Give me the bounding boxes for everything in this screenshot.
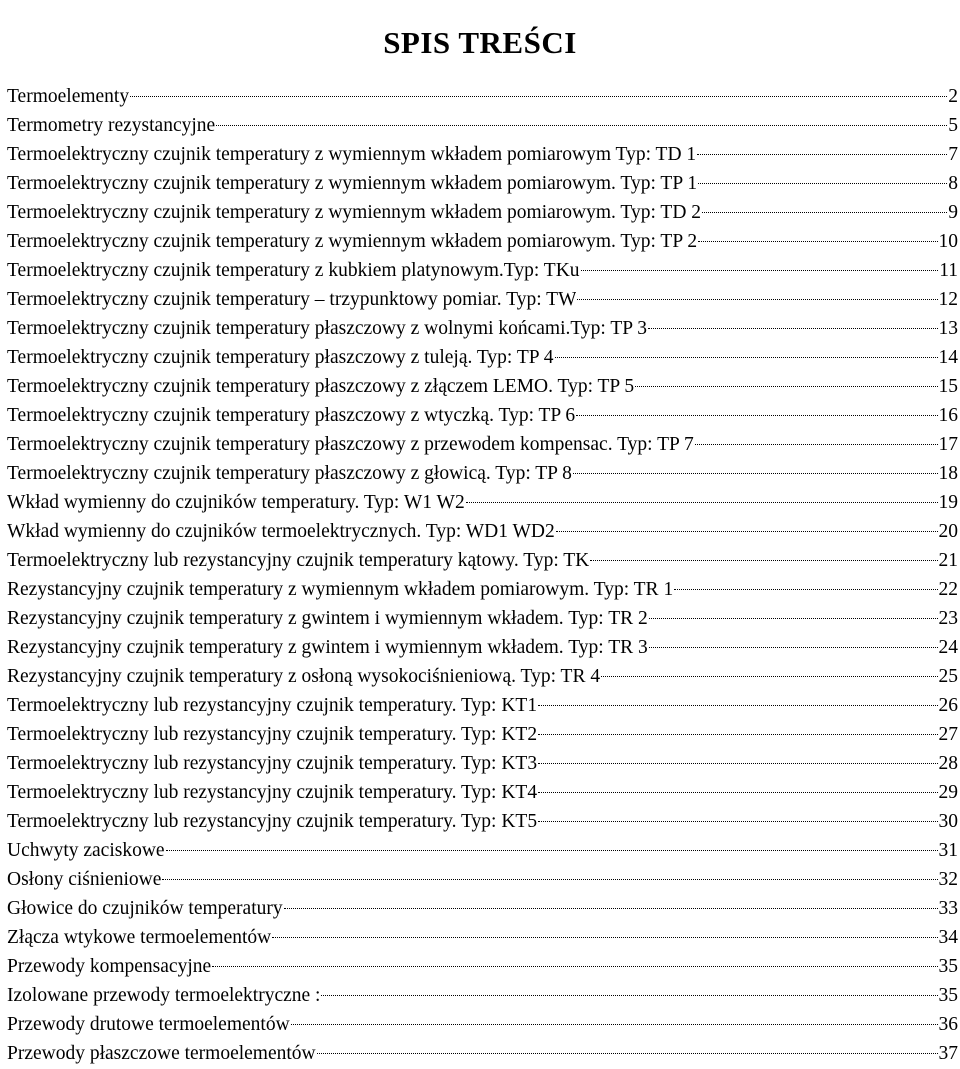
toc-entry-page-number[interactable]: 23 — [938, 608, 958, 629]
toc-dot-leader — [577, 299, 937, 300]
toc-dot-leader — [538, 821, 937, 822]
toc-entry-label[interactable]: Termoelektryczny lub rezystancyjny czujnik temperatury. Typ: KT3 — [7, 753, 538, 774]
toc-dot-leader — [698, 241, 937, 242]
toc-dot-leader — [555, 357, 938, 358]
toc-entry-label[interactable]: Rezystancyjny czujnik temperatury z osłoną wysokociśnieniową. Typ: TR 4 — [7, 666, 601, 687]
toc-entry-page-number[interactable]: 12 — [938, 289, 958, 310]
toc-dot-leader — [538, 792, 937, 793]
toc-entry[interactable] — [7, 488, 960, 517]
toc-entry[interactable] — [7, 720, 960, 749]
toc-entry-page-number[interactable]: 9 — [948, 202, 958, 223]
toc-dot-leader — [649, 647, 938, 648]
toc-entry-label[interactable]: Termoelektryczny lub rezystancyjny czujnik temperatury. Typ: KT1 — [7, 695, 538, 716]
toc-entry-page-number[interactable]: 26 — [938, 695, 958, 716]
toc-entry[interactable] — [7, 865, 960, 894]
toc-dot-leader — [581, 270, 939, 271]
toc-dot-leader — [538, 763, 937, 764]
toc-entry-page-number[interactable]: 24 — [938, 637, 958, 658]
toc-entry-label[interactable]: Złącza wtykowe termoelementów — [7, 927, 272, 948]
toc-entry-page-number[interactable]: 11 — [939, 260, 958, 281]
toc-entry-page-number[interactable]: 13 — [938, 318, 958, 339]
toc-entry-page-number[interactable]: 29 — [938, 782, 958, 803]
toc-entry[interactable] — [7, 372, 960, 401]
toc-entry-page-number[interactable]: 16 — [938, 405, 958, 426]
toc-entry-page-number[interactable]: 28 — [938, 753, 958, 774]
toc-dot-leader — [556, 531, 938, 532]
toc-entry-label[interactable]: Termoelektryczny czujnik temperatury z wymiennym wkładem pomiarowym. Typ: TP 2 — [7, 231, 698, 252]
toc-entry[interactable] — [7, 691, 960, 720]
toc-entry-label[interactable]: Osłony ciśnieniowe — [7, 869, 162, 890]
toc-entry-label[interactable]: Termoelektryczny czujnik temperatury płaszczowy z wolnymi końcami.Typ: TP 3 — [7, 318, 648, 339]
toc-entry-page-number[interactable]: 35 — [938, 956, 958, 977]
toc-dot-leader — [212, 966, 937, 967]
toc-dot-leader — [635, 386, 937, 387]
toc-dot-leader — [698, 183, 947, 184]
toc-entry[interactable] — [7, 894, 960, 923]
toc-entry-page-number[interactable]: 19 — [938, 492, 958, 513]
toc-entry[interactable] — [7, 807, 960, 836]
toc-entry-page-number[interactable]: 2 — [948, 86, 958, 107]
toc-entry[interactable] — [7, 778, 960, 807]
toc-entry[interactable] — [7, 285, 960, 314]
toc-entry[interactable] — [7, 111, 960, 140]
toc-dot-leader — [695, 444, 938, 445]
toc-dot-leader — [130, 96, 947, 97]
toc-entry-page-number[interactable]: 10 — [938, 231, 958, 252]
toc-entry-label[interactable]: Rezystancyjny czujnik temperatury z gwintem i wymiennym wkładem. Typ: TR 2 — [7, 608, 648, 629]
toc-dot-leader — [317, 1053, 938, 1054]
toc-dot-leader — [648, 328, 937, 329]
toc-entry-page-number[interactable]: 36 — [938, 1014, 958, 1035]
toc-dot-leader — [674, 589, 937, 590]
toc-entry[interactable] — [7, 952, 960, 981]
toc-dot-leader — [538, 734, 937, 735]
toc-entry-page-number[interactable]: 18 — [938, 463, 958, 484]
toc-dot-leader — [272, 937, 937, 938]
table-of-contents — [7, 82, 960, 1068]
toc-entry-label[interactable]: Termoelektryczny czujnik temperatury z wymiennym wkładem pomiarowym. Typ: TP 1 — [7, 173, 698, 194]
toc-entry[interactable] — [7, 517, 960, 546]
toc-entry[interactable] — [7, 227, 960, 256]
toc-entry-label[interactable]: Termoelektryczny czujnik temperatury płaszczowy z głowicą. Typ: TP 8 — [7, 463, 572, 484]
toc-entry[interactable] — [7, 749, 960, 778]
toc-entry[interactable] — [7, 981, 960, 1010]
toc-entry[interactable] — [7, 401, 960, 430]
toc-entry[interactable] — [7, 82, 960, 111]
toc-entry-page-number[interactable]: 5 — [948, 115, 958, 136]
toc-entry-page-number[interactable]: 31 — [938, 840, 958, 861]
toc-entry-label[interactable]: Głowice do czujników temperatury — [7, 898, 283, 919]
toc-entry[interactable] — [7, 314, 960, 343]
toc-entry[interactable] — [7, 140, 960, 169]
toc-entry[interactable] — [7, 575, 960, 604]
toc-dot-leader — [466, 502, 938, 503]
toc-entry-page-number[interactable]: 34 — [938, 927, 958, 948]
toc-entry-label[interactable]: Termoelektryczny czujnik temperatury płaszczowy z wtyczką. Typ: TP 6 — [7, 405, 576, 426]
toc-entry-page-number[interactable]: 33 — [938, 898, 958, 919]
toc-entry-page-number[interactable]: 37 — [938, 1043, 958, 1064]
toc-entry-label[interactable]: Przewody drutowe termoelementów — [7, 1014, 290, 1035]
toc-entry-label[interactable]: Termometry rezystancyjne — [7, 115, 216, 136]
toc-entry-page-number[interactable]: 22 — [938, 579, 958, 600]
toc-dot-leader — [576, 415, 937, 416]
toc-entry-page-number[interactable]: 25 — [938, 666, 958, 687]
toc-entry-label[interactable]: Wkład wymienny do czujników temperatury. Typ: W1 W2 — [7, 492, 465, 513]
toc-dot-leader — [702, 212, 947, 213]
toc-entry[interactable] — [7, 256, 960, 285]
toc-entry-label[interactable]: Termoelektryczny lub rezystancyjny czujnik temperatury. Typ: KT4 — [7, 782, 538, 803]
toc-entry-page-number[interactable]: 14 — [938, 347, 958, 368]
toc-entry[interactable] — [7, 546, 960, 575]
toc-entry-label[interactable]: Termoelektryczny czujnik temperatury – trzypunktowy pomiar. Typ: TW — [7, 289, 577, 310]
toc-entry-label[interactable]: Uchwyty zaciskowe — [7, 840, 165, 861]
toc-entry[interactable] — [7, 662, 960, 691]
toc-entry-label[interactable]: Termoelektryczny lub rezystancyjny czujnik temperatury. Typ: KT2 — [7, 724, 538, 745]
toc-entry-label[interactable]: Termoelektryczny czujnik temperatury płaszczowy z przewodem kompensac. Typ: TP 7 — [7, 434, 694, 455]
toc-entry-label[interactable]: Termoelektryczny lub rezystancyjny czujnik temperatury kątowy. Typ: TK — [7, 550, 590, 571]
toc-entry[interactable] — [7, 923, 960, 952]
toc-entry-page-number[interactable]: 35 — [938, 985, 958, 1006]
toc-entry-page-number[interactable]: 7 — [948, 144, 958, 165]
toc-entry[interactable] — [7, 1010, 960, 1039]
toc-dot-leader — [601, 676, 937, 677]
toc-entry-page-number[interactable]: 30 — [938, 811, 958, 832]
toc-dot-leader — [321, 995, 937, 996]
toc-entry-page-number[interactable]: 15 — [938, 376, 958, 397]
toc-entry[interactable] — [7, 836, 960, 865]
toc-entry-label[interactable]: Termoelementy — [7, 86, 130, 107]
toc-dot-leader — [590, 560, 937, 561]
toc-entry[interactable] — [7, 604, 960, 633]
toc-entry-label[interactable]: Termoelektryczny czujnik temperatury płaszczowy z złączem LEMO. Typ: TP 5 — [7, 376, 635, 397]
toc-dot-leader — [697, 154, 947, 155]
toc-entry-page-number[interactable]: 32 — [938, 869, 958, 890]
toc-entry[interactable] — [7, 198, 960, 227]
toc-entry-page-number[interactable]: 17 — [938, 434, 958, 455]
toc-entry-label[interactable]: Rezystancyjny czujnik temperatury z wymiennym wkładem pomiarowym. Typ: TR 1 — [7, 579, 674, 600]
toc-entry-label[interactable]: Wkład wymienny do czujników termoelektrycznych. Typ: WD1 WD2 — [7, 521, 555, 542]
toc-entry-label[interactable]: Termoelektryczny czujnik temperatury z wymiennym wkładem pomiarowym. Typ: TD 2 — [7, 202, 702, 223]
toc-entry-page-number[interactable]: 8 — [948, 173, 958, 194]
toc-entry-label[interactable]: Przewody płaszczowe termoelementów — [7, 1043, 316, 1064]
toc-dot-leader — [162, 879, 937, 880]
toc-entry-label[interactable]: Termoelektryczny lub rezystancyjny czujnik temperatury. Typ: KT5 — [7, 811, 538, 832]
toc-dot-leader — [649, 618, 938, 619]
toc-dot-leader — [284, 908, 938, 909]
toc-entry[interactable] — [7, 459, 960, 488]
toc-entry[interactable] — [7, 343, 960, 372]
toc-entry-page-number[interactable]: 20 — [938, 521, 958, 542]
toc-entry-page-number[interactable]: 21 — [938, 550, 958, 571]
toc-dot-leader — [291, 1024, 938, 1025]
toc-entry-page-number[interactable]: 27 — [938, 724, 958, 745]
toc-entry-label[interactable]: Izolowane przewody termoelektryczne : — [7, 985, 321, 1006]
toc-entry-label[interactable]: Rezystancyjny czujnik temperatury z gwintem i wymiennym wkładem. Typ: TR 3 — [7, 637, 648, 658]
toc-dot-leader — [573, 473, 938, 474]
toc-entry[interactable] — [7, 1039, 960, 1068]
toc-dot-leader — [216, 125, 947, 126]
toc-entry-label[interactable]: Przewody kompensacyjne — [7, 956, 212, 977]
toc-entry-label[interactable]: Termoelektryczny czujnik temperatury z kubkiem platynowym.Typ: TKu — [7, 260, 580, 281]
toc-entry[interactable] — [7, 169, 960, 198]
page-title: SPIS TREŚCI — [383, 24, 577, 60]
toc-dot-leader — [166, 850, 938, 851]
toc-entry[interactable] — [7, 430, 960, 459]
toc-dot-leader — [538, 705, 937, 706]
toc-entry-label[interactable]: Termoelektryczny czujnik temperatury płaszczowy z tuleją. Typ: TP 4 — [7, 347, 554, 368]
toc-entry-label[interactable]: Termoelektryczny czujnik temperatury z wymiennym wkładem pomiarowym Typ: TD 1 — [7, 144, 697, 165]
toc-entry[interactable] — [7, 633, 960, 662]
